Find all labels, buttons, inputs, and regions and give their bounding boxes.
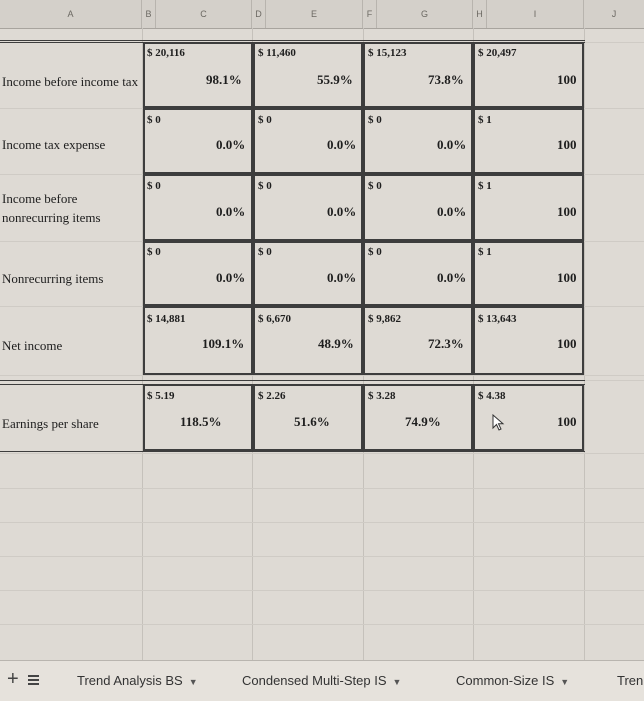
tab-common-size-is[interactable]: Common-Size IS ▼ — [456, 673, 570, 688]
cell-value[interactable]: $ 0 — [147, 180, 161, 192]
cell-value[interactable]: $ 0 — [368, 114, 382, 126]
cell-value[interactable]: $ 11,460 — [258, 47, 296, 59]
column-header-c[interactable]: C — [156, 0, 252, 28]
cell-base[interactable]: 100 — [557, 137, 577, 152]
cell-percent[interactable]: 0.0% — [327, 270, 357, 285]
cell-value[interactable]: $ 0 — [368, 246, 382, 258]
tab-trend-partial[interactable]: Tren — [617, 673, 644, 688]
cell-value[interactable]: $ 0 — [258, 180, 272, 192]
column-header-e[interactable]: E — [266, 0, 363, 28]
sheet-tab-bar — [0, 660, 644, 701]
cell-value[interactable]: $ 0 — [258, 246, 272, 258]
cell-percent[interactable]: 118.5% — [180, 414, 222, 429]
cell-percent[interactable]: 48.9% — [318, 336, 354, 351]
cell-percent[interactable]: 0.0% — [327, 137, 357, 152]
cell-percent[interactable]: 0.0% — [437, 204, 467, 219]
cell-value[interactable]: $ 13,643 — [478, 313, 517, 325]
column-header-d[interactable]: D — [252, 0, 266, 28]
cell-percent[interactable]: 0.0% — [327, 204, 357, 219]
column-header-bar — [0, 0, 644, 29]
row-label-nonrecurring-items[interactable]: Nonrecurring items — [2, 271, 104, 286]
cell-percent[interactable]: 0.0% — [216, 204, 246, 219]
cell-value[interactable]: $ 2.26 — [258, 390, 286, 402]
column-header-g[interactable]: G — [377, 0, 473, 28]
sheet-grid[interactable] — [0, 28, 644, 660]
cell-percent[interactable]: 51.6% — [294, 414, 330, 429]
cell-value[interactable]: $ 14,881 — [147, 313, 186, 325]
cell-value[interactable]: $ 4.38 — [478, 390, 506, 402]
cell-value[interactable]: $ 20,116 — [147, 47, 185, 59]
column-header-f[interactable]: F — [363, 0, 377, 28]
cell-value[interactable]: $ 6,670 — [258, 313, 291, 325]
cell-base[interactable]: 100 — [557, 204, 577, 219]
cell-percent[interactable]: 72.3% — [428, 336, 464, 351]
cell-value[interactable]: $ 9,862 — [368, 313, 401, 325]
cell-value[interactable]: $ 1 — [478, 114, 492, 126]
cell-value[interactable]: $ 0 — [258, 114, 272, 126]
pointer-icon — [492, 414, 506, 432]
cell-percent[interactable]: 73.8% — [428, 72, 464, 87]
column-header-i[interactable]: I — [487, 0, 584, 28]
cell-value[interactable]: $ 15,123 — [368, 47, 407, 59]
cell-value[interactable]: $ 0 — [147, 114, 161, 126]
cell-value[interactable]: $ 20,497 — [478, 47, 517, 59]
tab-condensed-multi-step-is[interactable]: Condensed Multi-Step IS ▼ — [242, 673, 402, 688]
cell-value[interactable]: $ 3.28 — [368, 390, 396, 402]
row-label-income-tax-expense[interactable]: Income tax expense — [2, 137, 106, 152]
cell-base[interactable]: 100 — [557, 270, 577, 285]
cell-percent[interactable]: 0.0% — [216, 270, 246, 285]
menu-icon[interactable] — [28, 675, 39, 687]
cell-percent[interactable]: 0.0% — [216, 137, 246, 152]
row-label-net-income[interactable]: Net income — [2, 338, 63, 353]
cell-value[interactable]: $ 1 — [478, 246, 492, 258]
chevron-down-icon[interactable]: ▼ — [188, 677, 198, 687]
cell-value[interactable]: $ 1 — [478, 180, 492, 192]
row-label-income-before-nonrecurring-line2[interactable]: nonrecurring items — [2, 210, 101, 225]
cell-base[interactable]: 100 — [557, 72, 577, 87]
chevron-down-icon[interactable]: ▼ — [560, 677, 570, 687]
cell-base[interactable]: 100 — [557, 336, 577, 351]
cell-percent[interactable]: 74.9% — [405, 414, 441, 429]
column-header-h[interactable]: H — [473, 0, 487, 28]
chevron-down-icon[interactable]: ▼ — [392, 677, 402, 687]
cell-value[interactable]: $ 5.19 — [147, 390, 175, 402]
cell-value[interactable]: $ 0 — [147, 246, 161, 258]
row-label-earnings-per-share[interactable]: Earnings per share — [2, 416, 99, 431]
tab-trend-analysis-bs[interactable]: Trend Analysis BS ▼ — [77, 673, 198, 688]
column-header-a[interactable]: A — [0, 0, 142, 28]
cell-percent[interactable]: 0.0% — [437, 270, 467, 285]
cell-percent[interactable]: 109.1% — [202, 336, 245, 351]
cell-base[interactable]: 100 — [557, 414, 577, 429]
column-header-j[interactable]: J — [611, 9, 617, 19]
column-header-b[interactable]: B — [142, 0, 156, 28]
row-label-income-before-tax[interactable]: Income before income tax — [2, 74, 139, 89]
cell-percent[interactable]: 0.0% — [437, 137, 467, 152]
plus-icon[interactable]: + — [7, 668, 19, 690]
cell-percent[interactable]: 55.9% — [317, 72, 353, 87]
row-label-income-before-nonrecurring[interactable]: Income before — [2, 191, 78, 206]
cell-value[interactable]: $ 0 — [368, 180, 382, 192]
cell-percent[interactable]: 98.1% — [206, 72, 242, 87]
